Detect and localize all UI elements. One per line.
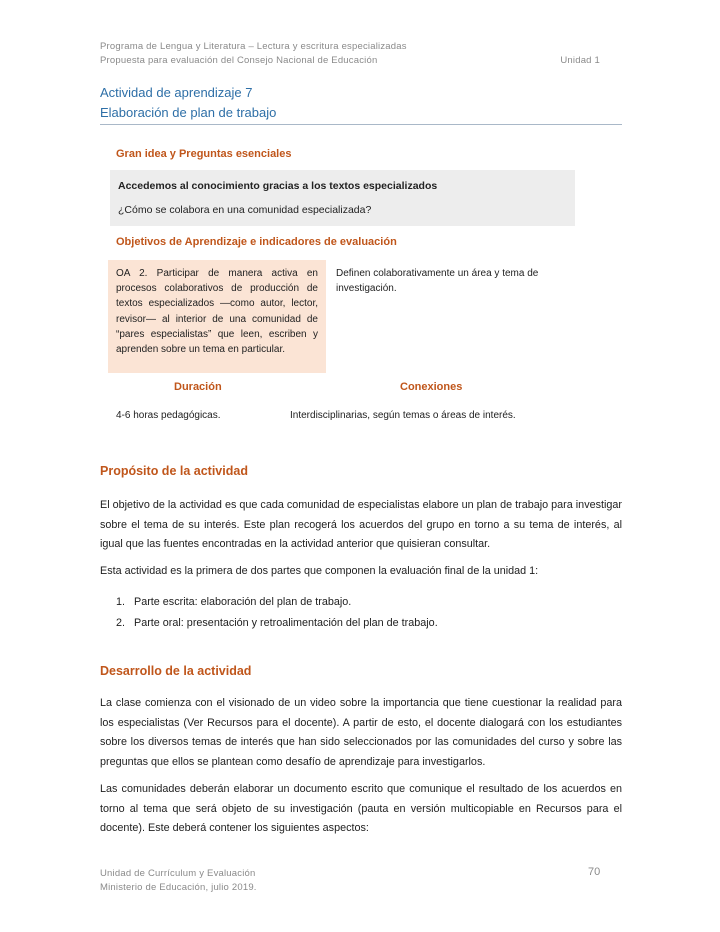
page-header bbox=[100, 40, 600, 68]
activity-title-block bbox=[100, 83, 276, 123]
conexiones-value: Interdisciplinarias, según temas o áreas de interés. bbox=[290, 410, 516, 421]
activity-number: Actividad de aprendizaje 7 bbox=[100, 85, 253, 100]
evaluation-parts-list bbox=[116, 592, 438, 634]
indicador-text: Definen colaborativamente un área y tema de investigación. bbox=[336, 268, 539, 295]
gran-idea-box bbox=[110, 170, 575, 226]
header-unit: Unidad 1 bbox=[560, 55, 600, 66]
footer-unit: Unidad de Currículum y Evaluación bbox=[100, 868, 256, 879]
proposito-paragraph-1: El objetivo de la actividad es que cada comunidad de especialistas elabore un plan de trabajo para investigar sobre el tema de su interés. Este plan recogerá los acuerdos del grupo en torno a su tema de interés, al igual que las fuentes encontradas en la actividad anterior que quisieran consultar. bbox=[100, 499, 622, 550]
pregunta-esencial: ¿Cómo se colabora en una comunidad especializada? bbox=[118, 204, 372, 216]
desarrollo-heading: Desarrollo de la actividad bbox=[100, 664, 252, 678]
footer-ministry: Ministerio de Educación, julio 2019. bbox=[100, 882, 257, 893]
header-proposal: Propuesta para evaluación del Consejo Nacional de Educación bbox=[100, 55, 378, 66]
oa-box: OA 2. Participar de manera activa en procesos colaborativos de producción de textos especializados —como autor, lector, revisor— al interior de una comunidad de “pares especialistas” que leen, escriben y aprenden sobre un tema en particular. bbox=[108, 260, 326, 373]
list-text: Parte oral: presentación y retroalimentación del plan de trabajo. bbox=[134, 617, 438, 629]
list-text: Parte escrita: elaboración del plan de trabajo. bbox=[134, 596, 352, 608]
list-number: 1. bbox=[116, 596, 126, 608]
list-item bbox=[116, 613, 438, 634]
header-program: Programa de Lengua y Literatura – Lectura y escritura especializadas bbox=[100, 41, 407, 52]
list-item bbox=[116, 592, 438, 613]
gran-idea-text: Accedemos al conocimiento gracias a los textos especializados bbox=[118, 180, 438, 192]
proposito-paragraph-2: Esta actividad es la primera de dos partes que componen la evaluación final de la unidad 1: bbox=[100, 565, 539, 577]
title-divider bbox=[100, 124, 622, 125]
duracion-value: 4-6 horas pedagógicas. bbox=[116, 410, 221, 421]
desarrollo-paragraph-2: Las comunidades deberán elaborar un documento escrito que comunique el resultado de los acuerdos en torno al tema que será objeto de su investigación (pauta en versión multicopiable en Recursos para el docente). Este deberá contener los siguientes aspectos: bbox=[100, 783, 622, 834]
page-number: 70 bbox=[588, 866, 601, 878]
duracion-heading: Duración bbox=[174, 381, 222, 393]
list-number: 2. bbox=[116, 617, 126, 629]
proposito-heading: Propósito de la actividad bbox=[100, 464, 248, 478]
conexiones-heading: Conexiones bbox=[400, 381, 463, 393]
gran-idea-heading: Gran idea y Preguntas esenciales bbox=[116, 148, 292, 160]
objetivos-heading: Objetivos de Aprendizaje e indicadores de evaluación bbox=[116, 236, 397, 248]
page-footer bbox=[100, 867, 257, 895]
activity-title: Elaboración de plan de trabajo bbox=[100, 105, 277, 120]
desarrollo-paragraph-1: La clase comienza con el visionado de un video sobre la importancia que tiene cuestionar la realidad para los especialistas (Ver Recursos para el docente). A partir de esto, el docente dialogará con los estudiantes sobre los diversos temas de interés que han sido seleccionados por las comunidades del curso y sobre las preguntas que ellos se plantean como desafío de aprendizaje para investigarlos. bbox=[100, 697, 622, 768]
